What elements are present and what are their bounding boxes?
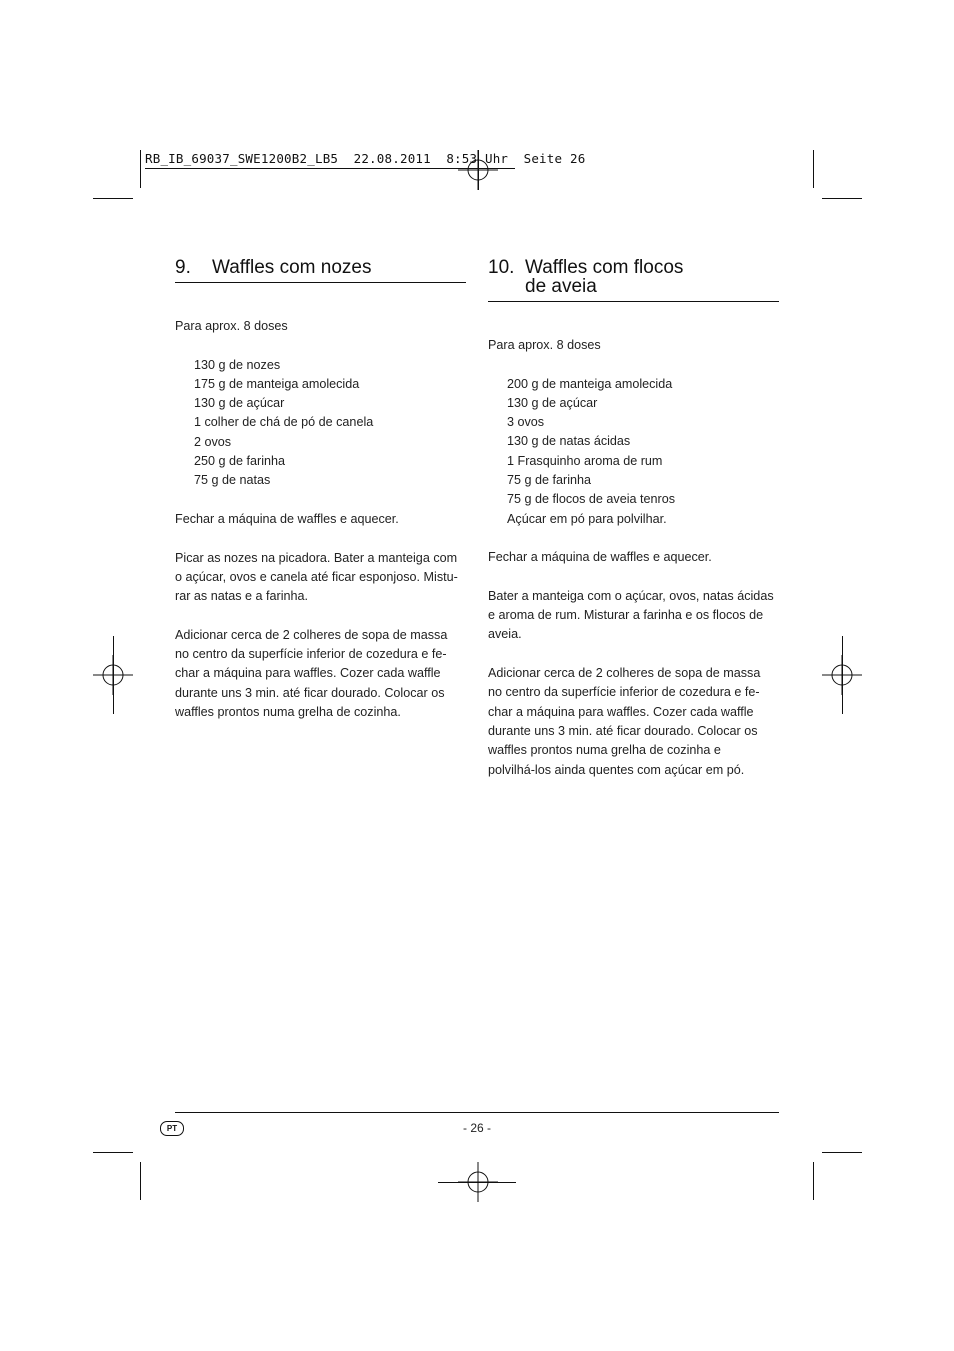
ingredient: 75 g de farinha — [507, 473, 592, 488]
ingredient: 130 g de açúcar — [194, 396, 285, 411]
slug-file: RB_IB_69037_SWE1200B2_LB5 — [145, 151, 339, 166]
ingredient: 130 g de açúcar — [507, 395, 598, 410]
registration-line-left — [113, 636, 114, 714]
instruction-line: durante uns 3 min. até ficar dourado. Colocar os — [488, 723, 758, 738]
heading-rule — [175, 282, 466, 283]
ingredient: Açúcar em pó para polvilhar. — [507, 511, 667, 526]
ingredient: 175 g de manteiga amolecida — [194, 376, 360, 391]
page-number: - 26 - — [462, 1121, 491, 1135]
slug-page: Seite 26 — [523, 151, 586, 166]
instruction-line: char a máquina para waffles. Cozer cada waffle — [488, 704, 754, 719]
section-title-line1: Waffles com flocos — [525, 257, 684, 278]
ingredient: 75 g de natas — [194, 473, 271, 488]
servings: Para aprox. 8 doses — [488, 338, 601, 352]
ingredient: 2 ovos — [194, 434, 232, 449]
crop-mark-top-right-h — [822, 198, 862, 199]
section-number: 10. — [488, 257, 515, 278]
instruction-line: aveia. — [488, 627, 522, 642]
instruction-line: Picar as nozes na picadora. Bater a manteiga com — [175, 550, 458, 565]
instruction-line: polvilhá-los ainda quentes com açúcar em pó. — [488, 762, 745, 777]
recipe-right-body — [488, 336, 788, 780]
section-title-line2: de aveia — [525, 276, 597, 297]
section-title: Waffles com nozes — [212, 257, 372, 278]
crop-mark-top-left-h — [93, 198, 133, 199]
instruction-line: o açúcar, ovos e canela até ficar esponjoso. Mistu- — [175, 569, 458, 584]
instruction-line: char a máquina para waffles. Cozer cada waffle — [175, 666, 441, 681]
slug-unit: Uhr — [484, 151, 509, 166]
instruction-line: Bater a manteiga com o açúcar, ovos, natas ácidas — [488, 588, 774, 603]
instruction-line: Adicionar cerca de 2 colheres de sopa de massa — [175, 627, 448, 642]
ingredient: 250 g de farinha — [194, 454, 286, 469]
instruction-line: no centro da superfície inferior de cozedura e fe- — [488, 685, 760, 700]
crop-mark-bottom-right-h — [822, 1152, 862, 1153]
registration-line-right — [842, 636, 843, 714]
recipe-left-body — [175, 317, 475, 722]
ingredient: 200 g de manteiga amolecida — [507, 376, 673, 391]
instruction-line: waffles prontos numa grelha de cozinha. — [175, 704, 401, 719]
section-heading-9 — [175, 258, 371, 277]
crop-mark-bottom-right-v — [813, 1162, 814, 1200]
instruction-line: waffles prontos numa grelha de cozinha e — [488, 743, 721, 758]
heading-rule — [488, 301, 779, 302]
ingredient-list — [488, 375, 788, 529]
registration-line-top — [478, 150, 479, 190]
crop-mark-bottom-left-h — [93, 1152, 133, 1153]
ingredient-list — [175, 356, 475, 491]
registration-line-bottom — [438, 1182, 516, 1183]
footer-rule — [175, 1112, 779, 1113]
instruction-line: e aroma de rum. Misturar a farinha e os flocos de — [488, 608, 764, 623]
slug-time: 8:53 — [446, 151, 478, 166]
language-badge: PT — [160, 1121, 184, 1136]
crop-mark-top-left-v — [140, 150, 141, 188]
instruction-line: no centro da superfície inferior de cozedura e fe- — [175, 647, 447, 662]
section-heading-10 — [488, 258, 683, 296]
slug-date: 22.08.2011 — [353, 151, 431, 166]
ingredient: 130 g de natas ácidas — [507, 434, 631, 449]
crop-mark-bottom-left-v — [140, 1162, 141, 1200]
section-number: 9. — [175, 257, 191, 278]
ingredient: 1 colher de chá de pó de canela — [194, 415, 374, 430]
print-slug — [145, 151, 585, 166]
crop-mark-top-right-v — [813, 150, 814, 188]
ingredient: 75 g de flocos de aveia tenros — [507, 492, 676, 507]
servings: Para aprox. 8 doses — [175, 319, 288, 333]
ingredient: 130 g de nozes — [194, 357, 281, 372]
instruction-line: durante uns 3 min. até ficar dourado. Colocar os — [175, 685, 445, 700]
instruction-line: rar as natas e a farinha. — [175, 589, 309, 604]
instruction-line: Adicionar cerca de 2 colheres de sopa de massa — [488, 666, 761, 681]
ingredient: 3 ovos — [507, 415, 545, 430]
ingredient: 1 Frasquinho aroma de rum — [507, 453, 663, 468]
instruction-line: Fechar a máquina de waffles e aquecer. — [488, 550, 712, 565]
instruction-line: Fechar a máquina de waffles e aquecer. — [175, 511, 399, 526]
